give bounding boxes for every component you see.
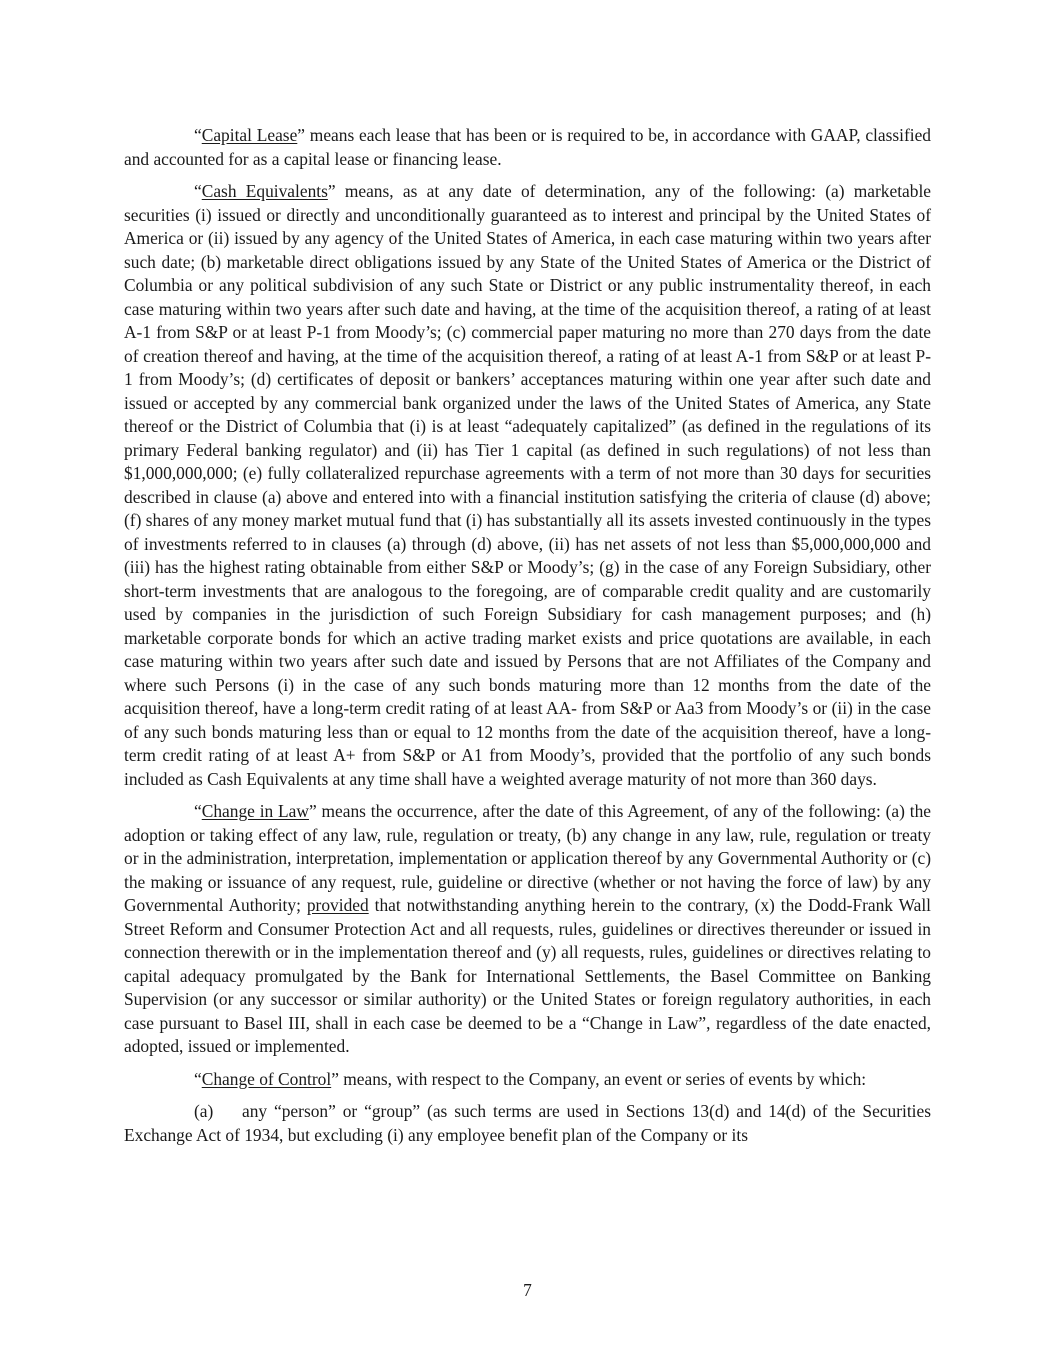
definition-capital-lease [124,124,931,171]
document-page [124,124,931,1156]
definition-change-in-law [124,800,931,1059]
defined-term-change-in-law: Change in Law [201,801,309,821]
definition-change-of-control [124,1068,931,1092]
clause-text: any “person” or “group” (as such terms are used in Sections 13(d) and 14(d) of the Securities Exchange Act of 1934, but excluding (i) any employee benefit plan of the Company or its [124,1101,931,1145]
defined-term-cash-equivalents: Cash Equivalents [201,181,328,201]
open-quote: “ [194,801,202,821]
definition-text: ” means, with respect to the Company, an event or series of events by which: [331,1068,867,1089]
clause-a [124,1100,931,1147]
defined-term-change-of-control: Change of Control [201,1068,332,1089]
definition-text: ” means, as at any date of determination, any of the following: (a) marketable securities (i) issued or directly and unconditionally guaranteed as to interest and principal by the United States of America or (ii) issued by any agency of the United States of America, in each case maturing within two years after such date; (b) marketable direct obligations issued by any State of the United States of America or the District of Columbia or any political subdivision of any such State or District or any public instrumentality thereof, in each case maturing within two years after such date and having, at the time of the acquisition thereof, a rating of at least A-1 from S&P or at least P-1 from Moody’s; (c) commercial paper maturing no more than 270 days from the date of creation thereof and having, at the time of the acquisition thereof, a rating of at least A-1 from S&P or at least P-1 from Moody’s; (d) certificates of deposit or bankers’ acceptances maturing within one year after such date and issued or accepted by any commercial bank organized under the laws of the United States of America, any State thereof or the District of Columbia that (i) is at least “adequately capitalized” (as defined in the regulations of its primary Federal banking regulator) and (ii) has Tier 1 capital (as defined in such regulations) of not less than $1,000,000,000; (e) fully collateralized repurchase agreements with a term of not more than 30 days for securities described in clause (a) above and entered into with a financial institution satisfying the criteria of clause (d) above; (f) shares of any money market mutual fund that (i) has substantially all its assets invested continuously in the types of investments referred to in clauses (a) through (d) above, (ii) has net assets of not less than $5,000,000,000 and (iii) has the highest rating obtainable from either S&P or Moody’s; (g) in the case of any Foreign Subsidiary, other short-term investments that are analogous to the foregoing, are of comparable credit quality and are customarily used by companies in the jurisdiction of such Foreign Subsidiary for cash management purposes; and (h) marketable corporate bonds for which an active trading market exists and price quotations are available, in each case maturing within two years after such date and issued by Persons that are not Affiliates of the Company and where such Persons (i) in the case of any such bonds maturing more than 12 months from the date of the acquisition thereof, have a long-term credit rating of at least AA- from S&P or Aa3 from Moody’s or (ii) in the case of any such bonds maturing less than or equal to 12 months from the date of the acquisition thereof, have a long-term credit rating of at least A+ from S&P or A1 from Moody’s, provided that the portfolio of any such bonds included as Cash Equivalents at any time shall have a weighted average maturity of not more than 360 days. [124,181,932,789]
provided-term: provided [306,895,369,915]
clause-label: (a) [194,1101,214,1121]
page-number: 7 [523,1280,532,1300]
open-quote: “ [194,181,202,201]
definition-text: ” means each lease that has been or is required to be, in accordance with GAAP, classified and accounted for as a capital lease or financing lease. [124,125,932,169]
open-quote: “ [194,125,202,145]
definition-cash-equivalents [124,180,931,791]
definition-text-continued: that notwithstanding anything herein to the contrary, (x) the Dodd-Frank Wall Street Reform and Consumer Protection Act and all requests, rules, guidelines or directives thereunder or issued in connection therewith or in the implementation thereof and (y) all requests, rules, guidelines or directives relating to capital adequacy promulgated by the Bank for International Settlements, the Basel Committee on Banking Supervision (or any successor or similar authority) or the United States or foreign regulatory authorities, in each case pursuant to Basel III, shall in each case be deemed to be a “Change in Law”, regardless of the date enacted, adopted, issued or implemented. [124,895,931,1056]
definition-text: ” means the occurrence, after the date of this Agreement, of any of the following: (a) the adoption or taking effect of any law, rule, regulation or treaty, (b) any change in any law, rule, regulation or treaty or in the administration, interpretation, implementation or application thereof by any Governmental Authority or (c) the making or issuance of any request, rule, guideline or directive (whether or not having the force of law) by any Governmental Authority; [124,801,932,915]
defined-term-capital-lease: Capital Lease [201,125,298,145]
open-quote: “ [194,1068,202,1089]
